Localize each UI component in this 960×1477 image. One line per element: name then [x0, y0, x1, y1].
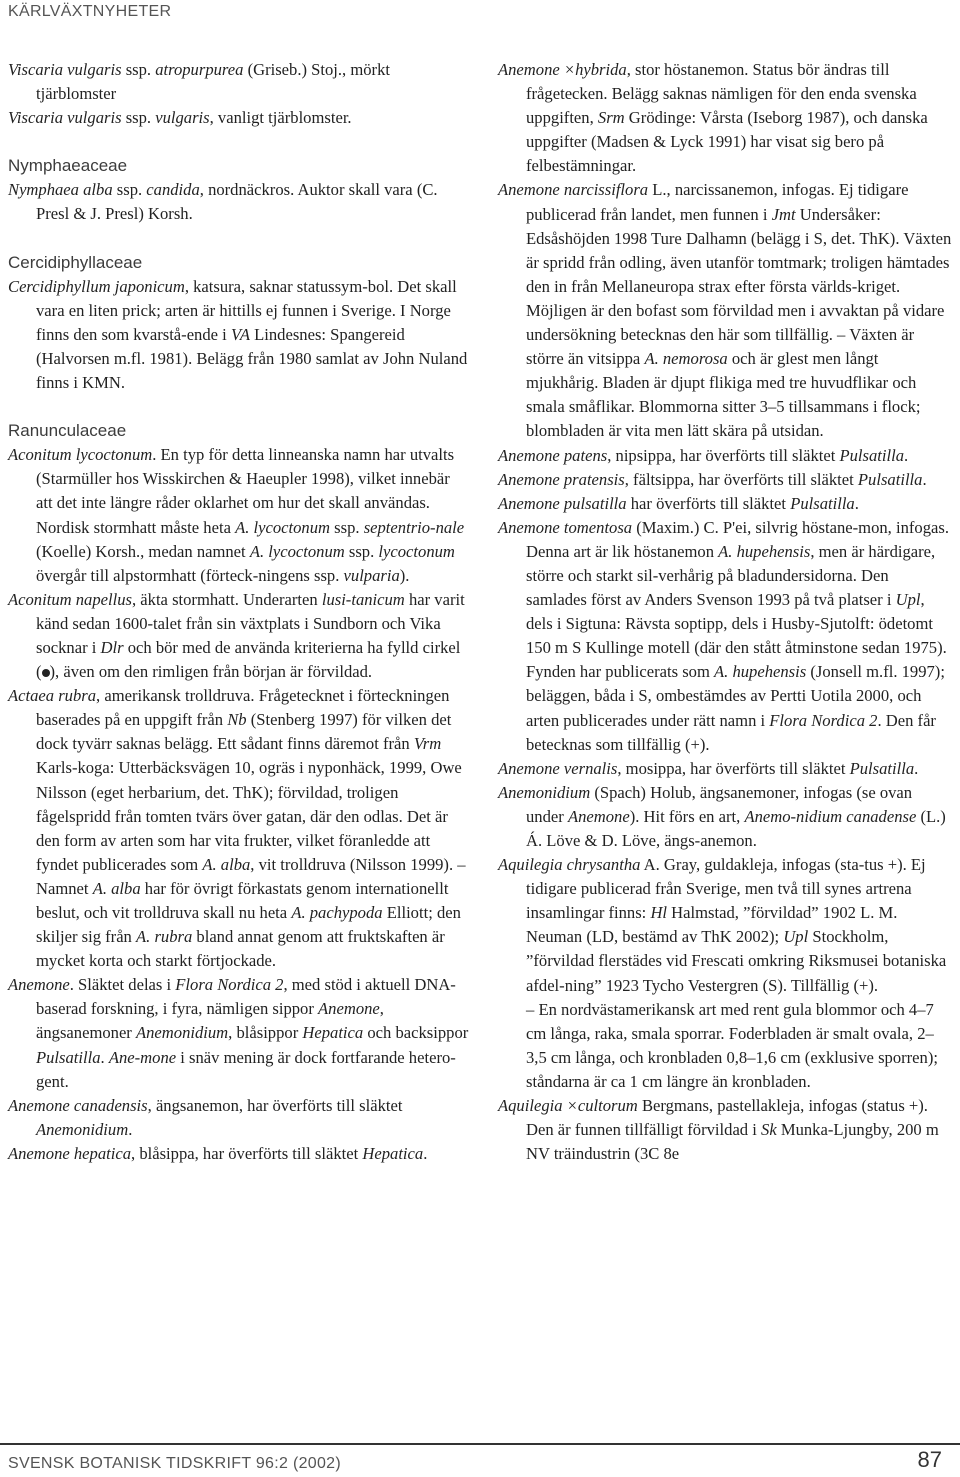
species-entry: Actaea rubra, amerikansk trolldruva. Frågetecknet i förteckningen baserades på en uppgift från Nb (Stenberg 1997) för vilken det dock tyvärr saknas belägg. Ett sådant finns däremot från Vrm Karls-koga: Utterbäcksvägen 10, ogräs i nyponhäck, 1999, Owe Nilsson (eget herbarium, det. ThK); förvildad, troligen fågelspridd från tomten tvärs över gatan, där den odlas. Det är den form av arten som har vita frukter, vilket föranledde att fyndet publicerades som A. alba, vit trolldruva (Nilsson 1999). – Namnet A. alba har för övrigt förkastats genom internationellt beslut, och vit trolldruva skall nu heta A. pachypoda Elliott; den skiljer sig från A. rubra bland annat genom att fruktskaften är mycket korta och starkt förtjockade. — [8, 686, 466, 971]
spacer — [8, 227, 470, 251]
species-entry: Anemone patens, nipsippa, har överförts till släktet Pulsatilla. — [498, 445, 909, 465]
species-entry: Anemone vernalis, mosippa, har överförts till släktet Pulsatilla. — [498, 758, 919, 778]
species-entry: Nymphaea alba ssp. candida, nordnäckros. Auktor skall vara (C. Presl & J. Presl) Korsh. — [8, 180, 438, 224]
left-column — [8, 58, 470, 1166]
footer-rule — [0, 1443, 960, 1445]
spacer — [8, 130, 470, 154]
species-entry: Aconitum napellus, äkta stormhatt. Underarten lusi-tanicum har varit känd sedan 1600-talet från sin växtplats i Sundborn och Vika socknar i Dlr och bör med de använda kriterierna ha fylld cirkel ( ), även om den rimligen från början är förvildad. — [8, 589, 465, 682]
species-entry: Anemone narcissiflora L., narcissanemon, infogas. Ej tidigare publicerad från landet, men funnen i Jmt Undersåker: Edsåshöjden 1998 Ture Dalhamn (belägg i S, det. ThK). Växten är spridd från odling, även utanför tomtmark; troligen hämtades den in från Mellaneuropa strax efter första världs-kriget. Möjligen är den bofast som förvildad men i avvaktan på vidare undersökning betecknas den här som tillfällig. – Växten är större än vitsippa A. nemorosa och är glest men långt mjukhårig. Bladen är djupt flikiga med tre huvudflikar och smala småflikar. Blommorna sitter 3–5 tillsammans i flock; blombladen är vita men lätt skära på utsidan. — [498, 180, 952, 441]
species-entry: Aconitum lycoctonum. En typ för detta linneanska namn har utvalts (Starmüller hos Wisskirchen & Haeupler 1998), vilket innebär att det inte längre råder oklarhet om hur det skall användas. Nordisk stormhatt måste heta A. lycoctonum ssp. septentrio-nale (Koelle) Korsh., medan namnet A. lycoctonum ssp. lycoctonum övergår till alpstormhatt (förteck-ningens ssp. vulparia). — [8, 445, 465, 585]
page-number: 87 — [917, 1447, 942, 1472]
species-entry: Viscaria vulgaris ssp. atropurpurea (Griseb.) Stoj., mörkt tjärblomster — [8, 60, 390, 104]
right-column — [498, 58, 953, 1166]
species-entry: Aquilegia chrysantha A. Gray, guldakleja, infogas (sta-tus +). Ej tidigare publicerad från Sverige, men två till synes artrena insamlingar finns: Hl Halmstad, ”förvildad” 1902 L. M. Neuman (LD, bestämd av ThK 2002); Upl Stockholm, ”förvildad flerstädes vid Frescati omkring Riksmusei botaniska afdel-ning” 1923 Tycho Vestergren (S). Tillfällig (+). — [498, 855, 947, 995]
species-entry: Anemone ×hybrida, stor höstanemon. Status bör ändras till frågetecken. Belägg saknas nämligen för den enda svenska uppgiften, Srm Grödinge: Vårsta (Iseborg 1987), och danska uppgifter (Madsen & Lyck 1991) har visat sig bero på felbestämningar. — [498, 60, 928, 176]
section-header: KÄRLVÄXTNYHETER — [8, 3, 172, 20]
species-entry: Anemone canadensis, ängsanemon, har överförts till släktet Anemonidium. — [8, 1095, 403, 1139]
species-entry: Anemone pratensis, fältsippa, har överförts till släktet Pulsatilla. — [498, 469, 927, 489]
species-entry: Viscaria vulgaris ssp. vulgaris, vanligt tjärblomster. — [8, 108, 352, 128]
family-heading: Ranunculaceae — [8, 421, 127, 441]
species-entry: Cercidiphyllum japonicum, katsura, saknar statussym-bol. Det skall vara en liten prick; arten är hittills ej funnen i Sverige. I Norge finns den som kvarstå-ende i VA Lindesnes: Spangereid (Halvorsen m.fl. 1981). Belägg från 1980 samlat av John Nuland finns i KMN. — [8, 276, 468, 393]
species-entry: Anemone pulsatilla har överförts till släktet Pulsatilla. — [498, 493, 859, 513]
family-heading: Nymphaeaceae — [8, 156, 128, 176]
species-entry: Aquilegia ×cultorum Bergmans, pastellakleja, infogas (status +). Den är funnen tillfälligt förvildad i Sk Munka-Ljungby, 200 m NV träindustrin (3C 8e — [498, 1096, 939, 1164]
species-entry: Anemone hepatica, blåsippa, har överförts till släktet Hepatica. — [8, 1143, 428, 1163]
page-footer — [0, 1443, 960, 1477]
species-entry: Anemonidium (Spach) Holub, ängsanemoner, infogas (se ovan under Anemone). Hit förs en art, Anemo-nidium canadense (L.) Á. Löve & D. Löve, ängs-anemon. — [498, 782, 946, 850]
species-entry: Anemone. Släktet delas i Flora Nordica 2, med stöd i aktuell DNA-baserad forskning, i fyra, nämligen sippor Anemone, ängsanemoner Anemonidium, blåsippor Hepatica och backsippor Pulsatilla. Ane-mone i snäv mening är dock fortfarande hetero-gent. — [8, 975, 469, 1091]
entry-paragraph: – En nordvästamerikansk art med rent gula blommor och 4–7 cm långa, raka, smala sporrar. Foderbladen är smalt ovala, 2–3,5 cm långa, och kronbladen 0,8–1,6 cm (exklusive sporren); ståndarna är ca 1 cm längre än kronbladen. — [526, 999, 938, 1091]
journal-name: SVENSK BOTANISK TIDSKRIFT 96:2 (2002) — [8, 1455, 341, 1472]
spacer — [8, 395, 470, 419]
species-entry: Anemone tomentosa (Maxim.) C. P'ei, silvrig höstane-mon, infogas. Denna art är lik höstanemon A. hupehensis, men är härdigare, större och starkt sil-verhårig på bladundersidorna. Den samlades först av Anders Svenson 1993 på två platser i Upl, dels i Sigtuna: Rävsta soptipp, dels i Husby-Sjutolft: ödetomt 150 m S Kullinge motell (där den stått åtminstone sedan 1975). Fynden har publicerats som A. hupehensis (Jonsell m.fl. 1997); beläggen, båda i S, ombestämdes av Pertti Uotila 2000, och arten publicerades under rätt namn i Flora Nordica 2. Den får betecknas som tillfällig (+). — [498, 517, 949, 754]
family-heading: Cercidiphyllaceae — [8, 252, 143, 272]
